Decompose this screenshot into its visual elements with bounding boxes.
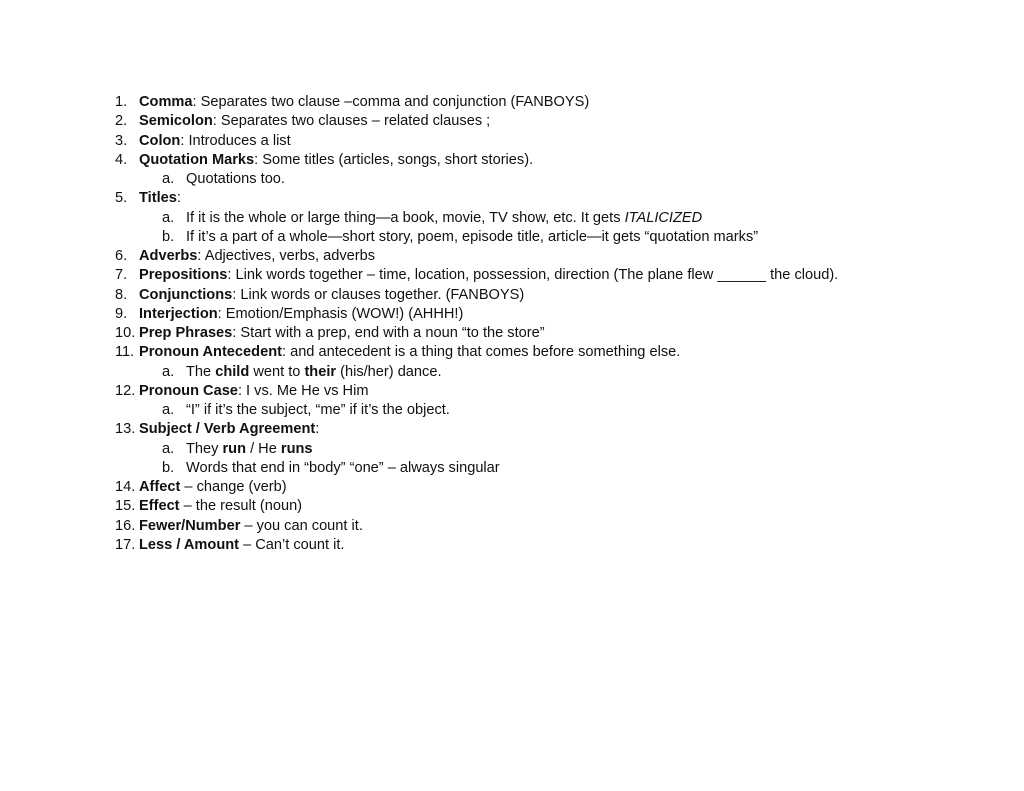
list-item-text <box>139 305 463 324</box>
list-marker: 2. <box>115 113 128 130</box>
list-item-text <box>139 420 319 439</box>
list-marker: 4. <box>115 151 128 168</box>
text-run: : Introduces a list <box>180 132 291 149</box>
list-marker: 17. <box>115 536 136 553</box>
text-run: : I vs. Me He vs Him <box>237 382 369 399</box>
list-marker: 5. <box>115 190 128 207</box>
term-bold: Quotation Marks <box>139 151 255 168</box>
list-item-text <box>186 209 702 228</box>
list-item <box>0 536 1024 555</box>
text-run: : and antecedent is a thing that comes before something else. <box>281 344 681 361</box>
list-item-text <box>139 189 181 208</box>
list-marker: 3. <box>115 132 128 149</box>
list-marker: a. <box>162 209 175 226</box>
term-bold: their <box>304 363 337 380</box>
list-item <box>0 324 1024 343</box>
list-marker: 15. <box>115 498 136 515</box>
grammar-list <box>0 93 1024 555</box>
term-bold: Prep Phrases <box>139 325 233 341</box>
list-item <box>0 478 1024 497</box>
list-item-text <box>139 517 363 536</box>
text-run: : Link words or clauses together. (FANBOYS) <box>232 286 525 303</box>
list-marker: 1. <box>115 94 128 110</box>
list-marker: 10. <box>115 325 136 341</box>
list-marker: 12. <box>115 382 136 399</box>
text-run: “I” if it’s the subject, “me” if it’s the object. <box>186 402 450 418</box>
text-run: If it’s a part of a whole—short story, poem, episode title, article—it gets “quotation marks” <box>186 228 759 245</box>
text-run: If it is the whole or large thing—a book, movie, TV show, etc. It gets <box>186 209 625 226</box>
list-item-text <box>139 343 680 362</box>
term-bold: runs <box>280 440 313 457</box>
list-item <box>0 112 1024 131</box>
text-run: : <box>176 190 181 207</box>
list-marker: 8. <box>115 286 128 303</box>
list-item-text <box>186 401 450 420</box>
term-bold: Prepositions <box>139 267 228 284</box>
list-item-text <box>139 382 368 401</box>
text-run: : Start with a prep, end with a noun “to the store” <box>232 325 545 341</box>
list-item-text <box>139 112 490 131</box>
text-run: : Link words together – time, location, possession, direction (The plane flew ______ the cloud). <box>227 267 839 284</box>
sub-list-item <box>0 401 1024 420</box>
list-item-text <box>186 363 442 382</box>
list-item-text <box>139 286 524 305</box>
text-run: : Emotion/Emphasis (WOW!) (AHHH!) <box>217 305 464 322</box>
list-item-text <box>139 266 838 285</box>
list-marker: 6. <box>115 248 128 264</box>
term-bold: Subject / Verb Agreement <box>139 421 316 438</box>
list-item <box>0 189 1024 208</box>
list-marker: 14. <box>115 479 136 495</box>
term-bold: child <box>215 363 250 380</box>
term-bold: Conjunctions <box>139 286 233 303</box>
list-item <box>0 266 1024 285</box>
list-marker: 9. <box>115 305 128 322</box>
list-item-text <box>139 324 545 343</box>
text-run: – change (verb) <box>180 479 287 495</box>
emphasis-italic: ITALICIZED <box>624 209 703 226</box>
list-item <box>0 132 1024 151</box>
term-bold: Colon <box>139 132 181 149</box>
text-run: – you can count it. <box>240 517 363 534</box>
list-item <box>0 286 1024 305</box>
list-marker: b. <box>162 228 175 245</box>
text-run: : Adjectives, verbs, adverbs <box>197 248 376 264</box>
list-item <box>0 93 1024 112</box>
text-run: (his/her) dance. <box>336 363 442 380</box>
list-item-text <box>139 247 375 266</box>
term-bold: Adverbs <box>139 248 198 264</box>
list-item-text <box>139 132 291 151</box>
list-item <box>0 247 1024 266</box>
text-run: – the result (noun) <box>179 498 303 515</box>
list-item <box>0 343 1024 362</box>
term-bold: Affect <box>139 479 181 495</box>
list-item-text <box>139 497 302 516</box>
list-marker: a. <box>162 440 175 457</box>
list-item <box>0 517 1024 536</box>
list-marker: a. <box>162 171 175 187</box>
list-marker: a. <box>162 363 175 380</box>
list-item-text <box>139 93 589 112</box>
list-item <box>0 497 1024 516</box>
text-run: The <box>186 363 216 380</box>
term-bold: Titles <box>139 190 177 207</box>
list-item-text <box>139 536 344 555</box>
text-run: : Separates two clauses – related clauses ; <box>212 113 491 130</box>
text-run: – Can’t count it. <box>239 536 345 553</box>
term-bold: run <box>222 440 247 457</box>
term-bold: Effect <box>139 498 180 515</box>
sub-list-item <box>0 459 1024 478</box>
list-item <box>0 151 1024 170</box>
list-item <box>0 420 1024 439</box>
sub-list-item <box>0 228 1024 247</box>
term-bold: Pronoun Case <box>139 382 238 399</box>
term-bold: Interjection <box>139 305 218 322</box>
term-bold: Comma <box>139 94 193 110</box>
list-marker: 16. <box>115 517 136 534</box>
term-bold: Fewer/Number <box>139 517 241 534</box>
term-bold: Semicolon <box>139 113 213 130</box>
list-item-text <box>186 228 758 247</box>
list-marker: b. <box>162 459 175 476</box>
list-item <box>0 382 1024 401</box>
text-run: : Separates two clause –comma and conjunction (FANBOYS) <box>192 94 590 110</box>
list-item-text <box>139 478 287 497</box>
sub-list-item <box>0 209 1024 228</box>
text-run: They <box>186 440 223 457</box>
text-run: went to <box>249 363 305 380</box>
list-item-text <box>186 170 285 189</box>
text-run: Quotations too. <box>186 171 285 187</box>
list-marker: 7. <box>115 267 128 284</box>
text-run: : Some titles (articles, songs, short stories). <box>254 151 534 168</box>
list-marker: 11. <box>115 344 135 361</box>
text-run: : <box>315 421 320 438</box>
sub-list-item <box>0 170 1024 189</box>
text-run: Words that end in “body” “one” – always singular <box>186 459 500 476</box>
list-item <box>0 305 1024 324</box>
list-marker: 13. <box>115 421 136 438</box>
list-item-text <box>186 440 313 459</box>
sub-list-item <box>0 363 1024 382</box>
sub-list-item <box>0 440 1024 459</box>
list-item-text <box>139 151 533 170</box>
list-item-text <box>186 459 500 478</box>
term-bold: Pronoun Antecedent <box>139 344 282 361</box>
list-marker: a. <box>162 402 175 418</box>
text-run: / He <box>246 440 281 457</box>
term-bold: Less / Amount <box>139 536 240 553</box>
